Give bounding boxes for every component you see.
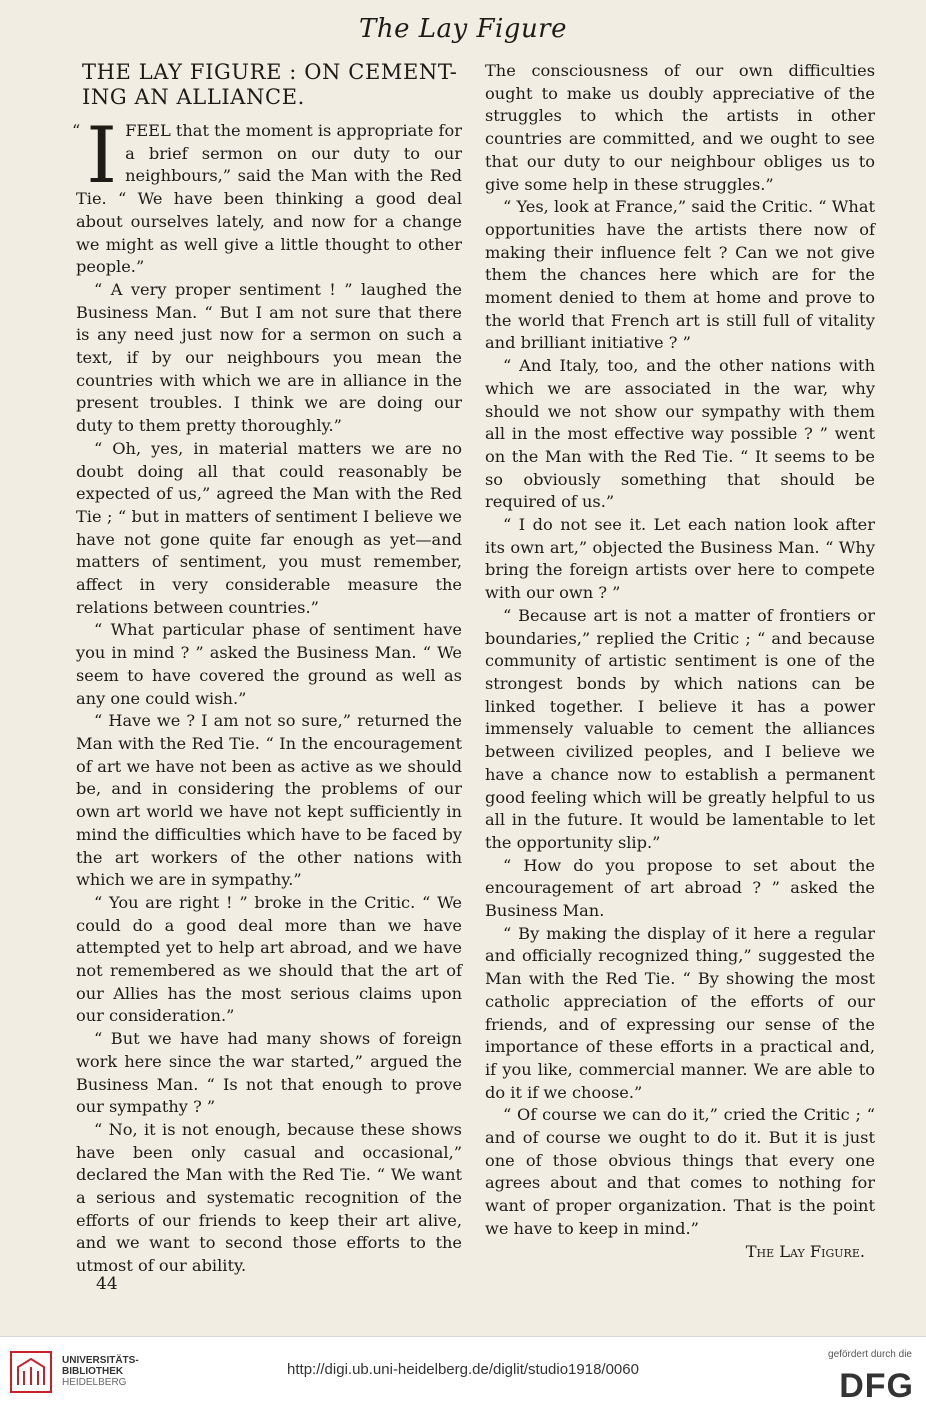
paragraph: “ No, it is not enough, because these shows have been only casual and occasional,” declared the Man with the Red Tie. “ We want a serious and systematic recognition of the efforts of our friends to keep their art alive, and we want to second those efforts to the utmost of our ability. bbox=[76, 1119, 462, 1276]
source-url-link[interactable]: http://digi.ub.uni-heidelberg.de/diglit/studio1918/0060 bbox=[287, 1361, 639, 1378]
paragraph: “ A very proper sentiment ! ” laughed the Business Man. “ But I am not sure that there is any need just now for a sermon on such a text, if by our neighbours you mean the countries with which we are in alliance in the present troubles. I think we are doing our duty to them pretty thoroughly.” bbox=[76, 279, 462, 436]
paragraph-text: FEEL that the moment is appropriate for a brief sermon on our duty to our neighbours,” said the Man with the Red Tie. “ We have been thinking a good deal about ourselves lately, and now for a change we might as well give a little thought to other people.” bbox=[76, 121, 462, 277]
paragraph: “ Of course we can do it,” cried the Critic ; “ and of course we ought to do it. But it is just one of those obvious things that every one agrees about and that comes to nothing for want of proper organization. That is the point we have to keep in mind.” bbox=[485, 1105, 875, 1238]
paragraph: “ You are right ! ” broke in the Critic. “ We could do a good deal more than we have attempted yet to help art abroad, and we have not remembered as we should that the art of our Allies has the most serious claims upon our consideration.” bbox=[76, 892, 462, 1026]
paragraph: “ By making the display of it here a regular and officially recognized thing,” suggested the Man with the Red Tie. “ By showing the most catholic appreciation of the efforts of our friends, and of expressing our sense of the importance of these efforts in a practical and, if you like, commercial manner. We are able to do it if we choose.” bbox=[485, 923, 875, 1102]
running-title: The Lay Figure bbox=[358, 14, 568, 44]
paragraph: “ How do you propose to set about the encouragement of art abroad ? ” asked the Business Man. bbox=[485, 855, 875, 921]
paragraph: “ And Italy, too, and the other nations with which we are associated in the war, why should we not show our sympathy with them all in the most effective way possible ? ” went on the Man with the Red Tie. “ It seems to be so obviously something that should be required of us.” bbox=[485, 356, 875, 512]
right-column bbox=[485, 60, 875, 1263]
funded-by-label: gefördert durch die bbox=[828, 1349, 912, 1360]
footer-bar bbox=[0, 1336, 926, 1411]
university-name: UNIVERSITÄTS- BIBLIOTHEK HEIDELBERG bbox=[62, 1355, 139, 1388]
dfg-logo: DFG bbox=[839, 1367, 914, 1405]
paragraph bbox=[72, 111, 462, 279]
left-column bbox=[72, 60, 462, 1278]
page-number: 44 bbox=[96, 1274, 118, 1294]
paragraph: “ What particular phase of sentiment have you in mind ? ” asked the Business Man. “ We seem to have covered the ground as well as any one could wish.” bbox=[76, 620, 462, 708]
paragraph: “ I do not see it. Let each nation look after its own art,” objected the Business Man. “ Why bring the foreign artists over here to compete with our own ? ” bbox=[485, 515, 875, 603]
paragraph: “ Yes, look at France,” said the Critic. “ What opportunities have the artists there now of making their influence felt ? Can we not give them the chances here which are for the moment denied to them at home and prove to the world that French art is still full of vitality and brilliant initiative ? ” bbox=[485, 197, 875, 353]
paragraph: “ Oh, yes, in material matters we are no doubt doing all that could reasonably be expected of us,” agreed the Man with the Red Tie ; “ but in matters of sentiment I believe we have not gone quite far enough as yet—and matters of sentiment, you must remember, affect in very considerable measure the relations between countries.” bbox=[76, 438, 462, 617]
paragraph: “ Because art is not a matter of frontiers or boundaries,” replied the Critic ; “ and because community of artistic sentiment is one of the strongest bonds by which nations can be linked together. I believe it has a power immensely valuable to cement the alliances between civilized peoples, and I believe we have a chance now to establish a permanent good feeling which will be greatly helpful to us all in the future. It would be lamentable to let the opportunity slip.” bbox=[485, 605, 875, 852]
opening-quote: “ bbox=[72, 121, 81, 140]
paragraph: “ Have we ? I am not so sure,” returned the Man with the Red Tie. “ In the encouragement of art we have not been as active as we should be, and in considering the problems of our own art world we have not kept sufficiently in mind the difficulties which have to be faced by the art workers of the other nations with which we are in sympathy.” bbox=[76, 711, 462, 890]
paragraph: “ But we have had many shows of foreign work here since the war started,” argued the Business Man. “ Is not that enough to prove our sympathy ? ” bbox=[76, 1029, 462, 1117]
article-title: THE LAY FIGURE : ON CEMENT-ING AN ALLIANCE. bbox=[82, 60, 458, 109]
signature: The Lay Figure. bbox=[745, 1241, 865, 1261]
drop-cap: I bbox=[86, 111, 118, 201]
paragraph: The consciousness of our own difficulties ought to make us doubly appreciative of the struggles to which the artists in other countries are committed, and we ought to see that our duty to our neighbour obliges us to give some help in these struggles.” bbox=[485, 61, 875, 194]
